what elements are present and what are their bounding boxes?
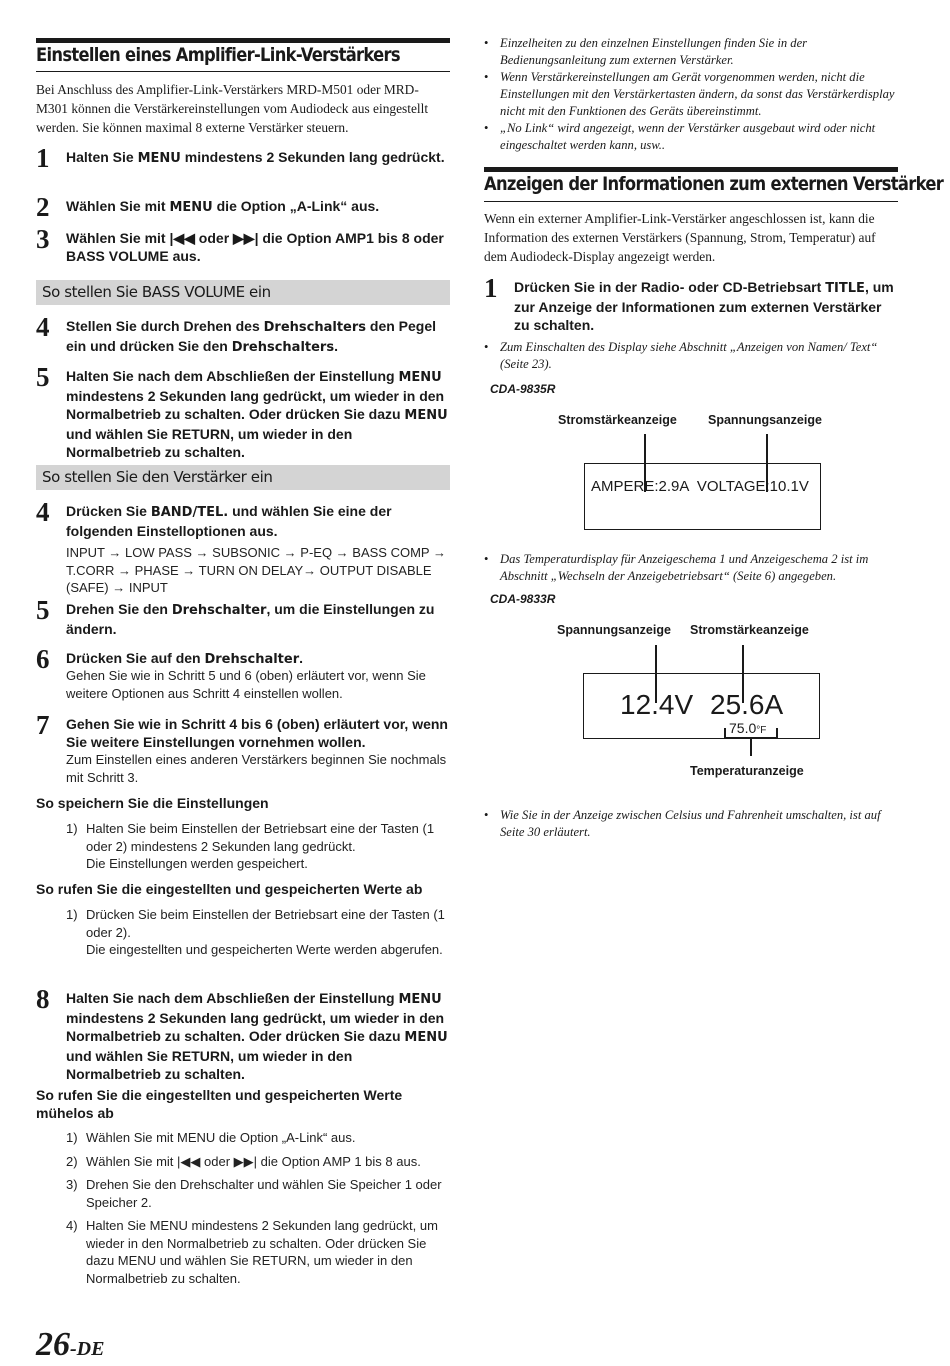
section-title-amplifier-link: Einstellen eines Amplifier-Link-Verstärkers xyxy=(36,44,400,66)
pointer-line xyxy=(750,739,752,756)
subsection-amplifier: So stellen Sie den Verstärker ein xyxy=(36,465,450,490)
section-rule-top xyxy=(36,38,450,43)
save-list xyxy=(66,820,450,873)
step-1-text: Halten Sie MENU mindestens 2 Sekunden lang gedrückt. xyxy=(66,149,445,166)
step-number: 4 xyxy=(36,312,50,342)
note-item: • Zum Einschalten des Display siehe Abschnitt „Anzeigen von Namen/ Text“ (Seite 23). xyxy=(484,340,878,371)
display-2-current: 25.6A xyxy=(710,689,784,720)
note-item: • Einzelheiten zu den einzelnen Einstellungen finden Sie in der Bedienungsanleitung zum externen Verstärker. xyxy=(484,36,808,67)
label-temperature: Temperaturanzeige xyxy=(690,764,804,778)
amp-step-4-text: Drücken Sie BAND/TEL. und wählen Sie eine der folgenden Einstelloptionen aus. xyxy=(66,503,392,539)
bass-step-5-text: Halten Sie nach dem Abschließen der Einstellung MENU mindestens 2 Sekunden lang gedrückt, um wieder in den Normalbetrieb zu schalten. Oder drücken Sie dazu MENU und wählen Sie RETURN, um wieder in den Normalbetrieb zu schalten. xyxy=(66,368,448,460)
label-voltage: Spannungsanzeige xyxy=(708,413,822,427)
step-2-text: Wählen Sie mit MENU die Option „A-Link“ aus. xyxy=(66,198,380,215)
step-number: 4 xyxy=(36,497,50,527)
step-number: 5 xyxy=(36,362,50,392)
intro-paragraph: Wenn ein externer Amplifier-Link-Verstärker angeschlossen ist, kann die Information des externen Verstärkers (Spannung, Strom, Temperatur) auf dem Audiodeck-Display angezeigt werden. xyxy=(484,211,876,264)
amp-step-7-note: Zum Einstellen eines anderen Verstärkers beginnen Sie nochmals mit Schritt 3. xyxy=(66,752,447,785)
step-3-text: Wählen Sie mit |◀◀ oder ▶▶| die Option AMP1 bis 8 oder BASS VOLUME aus. xyxy=(66,230,444,264)
list-item: 2) Wählen Sie mit |◀◀ oder ▶▶| die Option AMP 1 bis 8 aus. xyxy=(66,1153,421,1169)
display-2-voltage: 12.4V xyxy=(620,689,694,720)
display-cda-9833r xyxy=(583,673,820,739)
easy-recall-list xyxy=(66,1129,450,1287)
step-number: 6 xyxy=(36,644,50,674)
label-current: Stromstärkeanzeige xyxy=(558,413,677,427)
info-step-1-text: Drücken Sie in der Radio- oder CD-Betriebsart TITLE, um zur Anzeige der Informationen zum externen Verstärker zu schalten. xyxy=(514,279,894,333)
step-number: 3 xyxy=(36,224,50,254)
temperature-bracket xyxy=(724,728,778,739)
option-sequence: INPUT → LOW PASS → SUBSONIC → P-EQ → BASS COMP → T.CORR → PHASE → TURN ON DELAY→ OUTPUT DISABLE (SAFE) → INPUT xyxy=(66,545,446,595)
key-menu: MENU xyxy=(169,200,213,215)
label-voltage: Spannungsanzeige xyxy=(557,623,671,637)
amp-step-7-text: Gehen Sie wie in Schritt 4 bis 6 (oben) erläutert vor, wenn Sie weitere Einstellungen vornehmen wollen. xyxy=(66,716,448,750)
temperature-note xyxy=(484,551,898,585)
display-2-temperature: 75.0°F xyxy=(729,720,767,736)
model-label-9833r: CDA-9833R xyxy=(490,592,556,606)
label-current: Stromstärkeanzeige xyxy=(690,623,809,637)
list-item: 4) Halten Sie MENU mindestens 2 Sekunden lang gedrückt, um wieder in den Normalbetrieb zu schalten. Oder drücken Sie dazu MENU und wählen Sie RETURN, um wieder in den Normalbetrieb zu schalten. xyxy=(66,1218,438,1286)
display-1-readout: AMPERE:2.9A VOLTAGE:10.1V xyxy=(591,478,809,495)
save-heading: So speichern Sie die Einstellungen xyxy=(36,795,269,811)
key-title: TITLE xyxy=(825,281,865,296)
step-number: 1 xyxy=(36,143,50,173)
top-notes xyxy=(484,35,898,154)
bass-step-4-text: Stellen Sie durch Drehen des Drehschalters den Pegel ein und drücken Sie den Drehschalters. xyxy=(66,318,437,355)
amp-step-8-text: Halten Sie nach dem Abschließen der Einstellung MENU mindestens 2 Sekunden lang gedrückt, um wieder in den Normalbetrieb zu schalten. Oder drücken Sie dazu MENU und wählen Sie RETURN, um wieder in den Normalbetrieb zu schalten. xyxy=(66,990,448,1082)
celsius-note xyxy=(484,807,898,841)
step-number: 5 xyxy=(36,595,50,625)
page-language-suffix: -DE xyxy=(70,1338,105,1360)
subsection-bass-volume: So stellen Sie BASS VOLUME ein xyxy=(36,280,450,305)
step-number: 7 xyxy=(36,710,50,740)
section-rule-bottom xyxy=(484,201,898,202)
recall-heading: So rufen Sie die eingestellten und gespeicherten Werte ab xyxy=(36,881,423,897)
note-item: • Wenn Verstärkereinstellungen am Gerät vorgenommen werden, nicht die Einstellungen mit den Verstärkertasten ändern, da sonst das Verstärkerdisplay nicht mit den Funktionen des Geräts übereinstimmt. xyxy=(484,70,895,118)
note-item: • Das Temperaturdisplay für Anzeigeschema 1 und Anzeigeschema 2 ist im Abschnitt „Wechseln der Anzeigebetriebsart“ (Seite 6) angegeben. xyxy=(484,552,869,583)
display-cda-9835r xyxy=(584,463,821,530)
key-menu: MENU xyxy=(137,151,181,166)
amp-step-6-note: Gehen Sie wie in Schritt 5 und 6 (oben) erläutert vor, wenn Sie weitere Optionen aus Schritt 4 einstellen wollen. xyxy=(66,668,426,701)
recall-list xyxy=(66,906,450,959)
easy-recall-heading: So rufen Sie die eingestellten und gespeicherten Werte mühelos ab xyxy=(36,1087,403,1121)
note-item: • Wie Sie in der Anzeige zwischen Celsius und Fahrenheit umschalten, ist auf Seite 30 erläutert. xyxy=(484,808,881,839)
note-item: • „No Link“ wird angezeigt, wenn der Verstärker ausgebaut wird oder nicht eingeschaltet werden kann, usw.. xyxy=(484,121,876,152)
page-number-value: 26 xyxy=(36,1326,70,1363)
list-item: 1) Halten Sie beim Einstellen der Betriebsart eine der Tasten (1 oder 2) mindestens 2 Sekunden lang gedrückt. Die Einstellungen werden gespeichert. xyxy=(66,821,435,871)
intro-paragraph: Bei Anschluss des Amplifier-Link-Verstärkers MRD-M501 oder MRD-M301 können die Verstärkereinstellungen vom Audiodeck aus eingestellt werden. Sie können maximal 8 externe Verstärker steuern. xyxy=(36,82,429,135)
step-number: 2 xyxy=(36,192,50,222)
list-item: 1) Drücken Sie beim Einstellen der Betriebsart eine der Tasten (1 oder 2). Die eingestellten und gespeicherten Werte werden abgerufen. xyxy=(66,907,445,957)
amp-step-5-text: Drehen Sie den Drehschalter, um die Einstellungen zu ändern. xyxy=(66,601,435,637)
model-label-9835r: CDA-9835R xyxy=(490,382,556,396)
section-title-external-info: Anzeigen der Informationen zum externen Verstärker xyxy=(484,173,944,195)
section-rule-top xyxy=(484,167,898,172)
section-rule-bottom xyxy=(36,71,450,72)
step-number: 1 xyxy=(484,273,498,303)
amp-step-6-text: Drücken Sie auf den Drehschalter. xyxy=(66,650,304,667)
list-item: 1) Wählen Sie mit MENU die Option „A-Link“ aus. xyxy=(66,1130,356,1145)
list-item: 3) Drehen Sie den Drehschalter und wählen Sie Speicher 1 oder Speicher 2. xyxy=(66,1177,442,1210)
page-number xyxy=(36,1326,104,1364)
step-number: 8 xyxy=(36,984,50,1014)
display-note xyxy=(484,339,898,373)
